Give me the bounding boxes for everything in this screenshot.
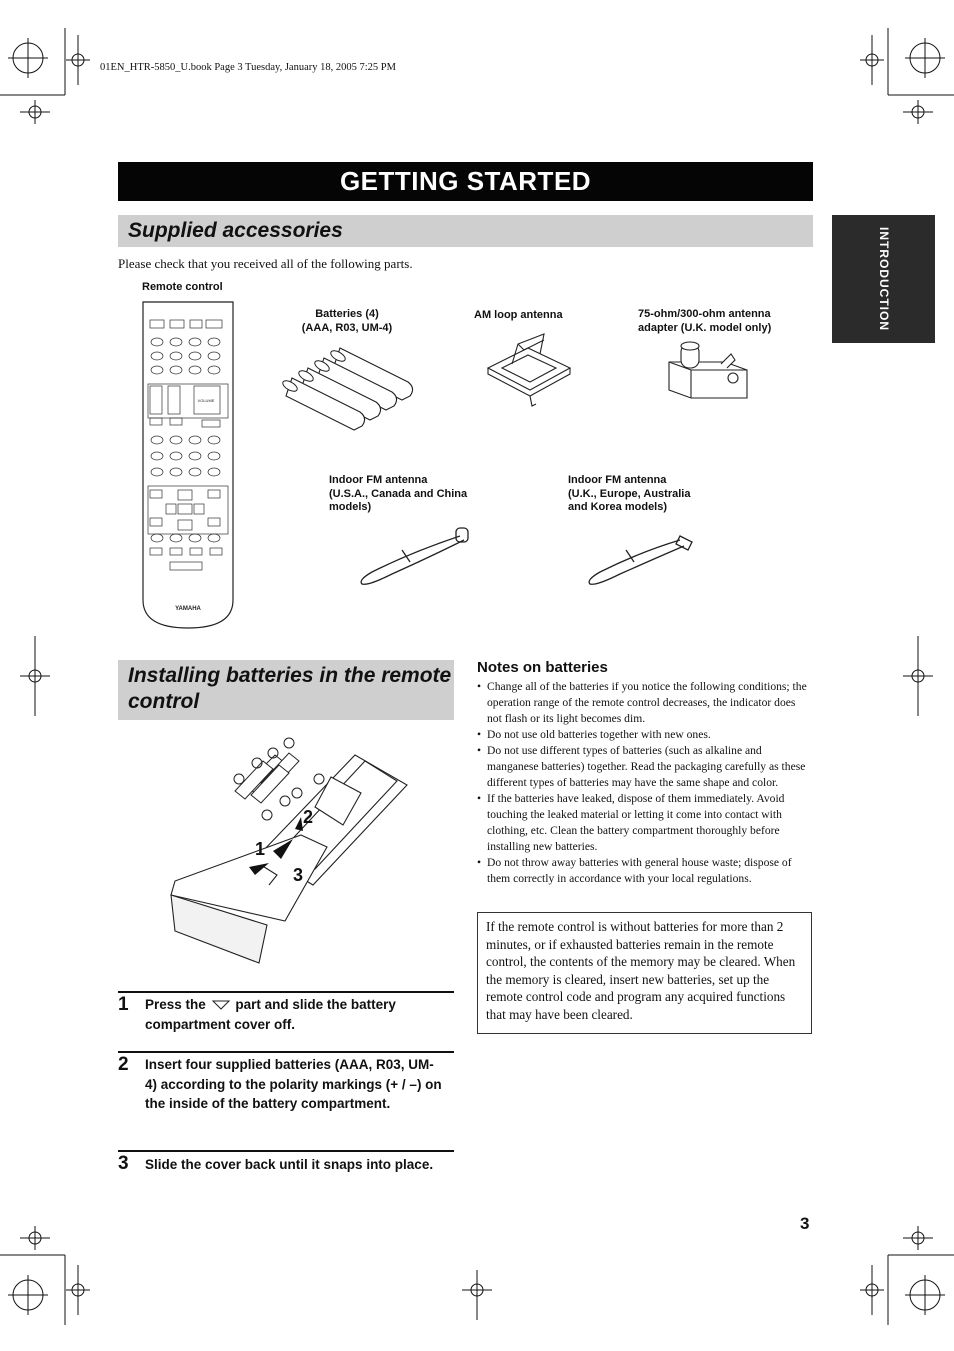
notes-list <box>477 679 813 887</box>
step-3-number: 3 <box>118 1153 129 1174</box>
note-item: • Do not throw away batteries with general house waste; dispose of them correctly in accordance with your local regulations. <box>477 855 813 887</box>
fm-antenna-us-label: Indoor FM antenna (U.S.A., Canada and China models) <box>329 474 468 513</box>
remote-control-illustration <box>140 300 236 630</box>
am-antenna-label: AM loop antenna <box>474 309 563 321</box>
installing-heading-line1: Installing batteries in the remote <box>128 664 452 687</box>
page-number: 3 <box>800 1214 810 1233</box>
section-tab-label: INTRODUCTION <box>876 227 891 331</box>
batteries-label: Batteries (4) (AAA, R03, UM-4) <box>301 308 393 334</box>
installing-batteries-heading <box>118 660 454 720</box>
fm-antenna-uk-illustration <box>580 522 700 588</box>
triangle-down-icon <box>212 1000 230 1010</box>
step-1-text <box>145 995 450 1034</box>
antenna-adapter-illustration <box>665 340 755 402</box>
step-1-number: 1 <box>118 994 129 1015</box>
step-2-rule <box>118 1051 454 1053</box>
step-1-text-before: Press the <box>145 997 206 1012</box>
supplied-intro: Please check that you received all of the following parts. <box>118 256 413 271</box>
fm-antenna-uk-label: Indoor FM antenna (U.K., Europe, Australia and Korea models) <box>568 474 691 513</box>
memory-notice-box <box>477 912 812 1034</box>
batteries-illustration <box>280 342 420 442</box>
notes-title: Notes on batteries <box>477 659 608 676</box>
am-antenna-illustration <box>478 328 578 410</box>
page-title: GETTING STARTED <box>118 162 813 201</box>
figure-marker-2: 2 <box>303 807 314 827</box>
section-tab <box>832 215 935 343</box>
figure-marker-1: 1 <box>255 839 266 859</box>
supplied-accessories-heading <box>118 215 813 247</box>
remote-volume-label: VOLUME <box>197 398 215 403</box>
file-info-header: 01EN_HTR-5850_U.book Page 3 Tuesday, January 18, 2005 7:25 PM <box>100 62 396 73</box>
figure-marker-3: 3 <box>293 865 304 885</box>
note-item: • Do not use different types of batteries (such as alkaline and manganese batteries) together. Read the packaging carefully as these different types of batteries may have the same shape and color. <box>477 743 813 791</box>
fm-antenna-us-illustration <box>352 522 482 588</box>
step-3-text: Slide the cover back until it snaps into place. <box>145 1157 434 1172</box>
memory-notice-text: If the remote control is without batteries for more than 2 minutes, or if exhausted batteries remain in the remote control, the contents of the memory may be cleared. When the memory is cleared, insert new batteries, set up the remote control code and program any acquired functions that may have been cleared. <box>486 919 796 1022</box>
remote-control-label: Remote control <box>142 281 223 293</box>
note-item: • If the batteries have leaked, dispose of them immediately. Avoid touching the leaked material or letting it come into contact with clothing, etc. Clean the battery compartment thoroughly before installing new batteries. <box>477 791 813 855</box>
note-item: • Change all of the batteries if you notice the following conditions; the operation range of the remote control decreases, the indicator does not flash or its light becomes dim. <box>477 679 813 727</box>
installing-heading-line2: control <box>128 690 200 713</box>
step-2-number: 2 <box>118 1054 129 1075</box>
step-2-text: Insert four supplied batteries (AAA, R03, UM-4) according to the polarity markings (+ / –) on the inside of the battery compartment. <box>145 1057 442 1111</box>
antenna-adapter-label: 75-ohm/300-ohm antenna adapter (U.K. model only) <box>638 308 772 334</box>
step-3-rule <box>118 1150 454 1152</box>
step-1-text-after: part and slide the battery compartment cover off. <box>145 997 396 1032</box>
battery-installation-illustration <box>165 735 415 970</box>
note-item: • Do not use old batteries together with new ones. <box>477 727 813 743</box>
remote-brand-label: YAMAHA <box>175 606 201 612</box>
supplied-accessories-title: Supplied accessories <box>128 219 343 242</box>
step-1-rule <box>118 991 454 993</box>
